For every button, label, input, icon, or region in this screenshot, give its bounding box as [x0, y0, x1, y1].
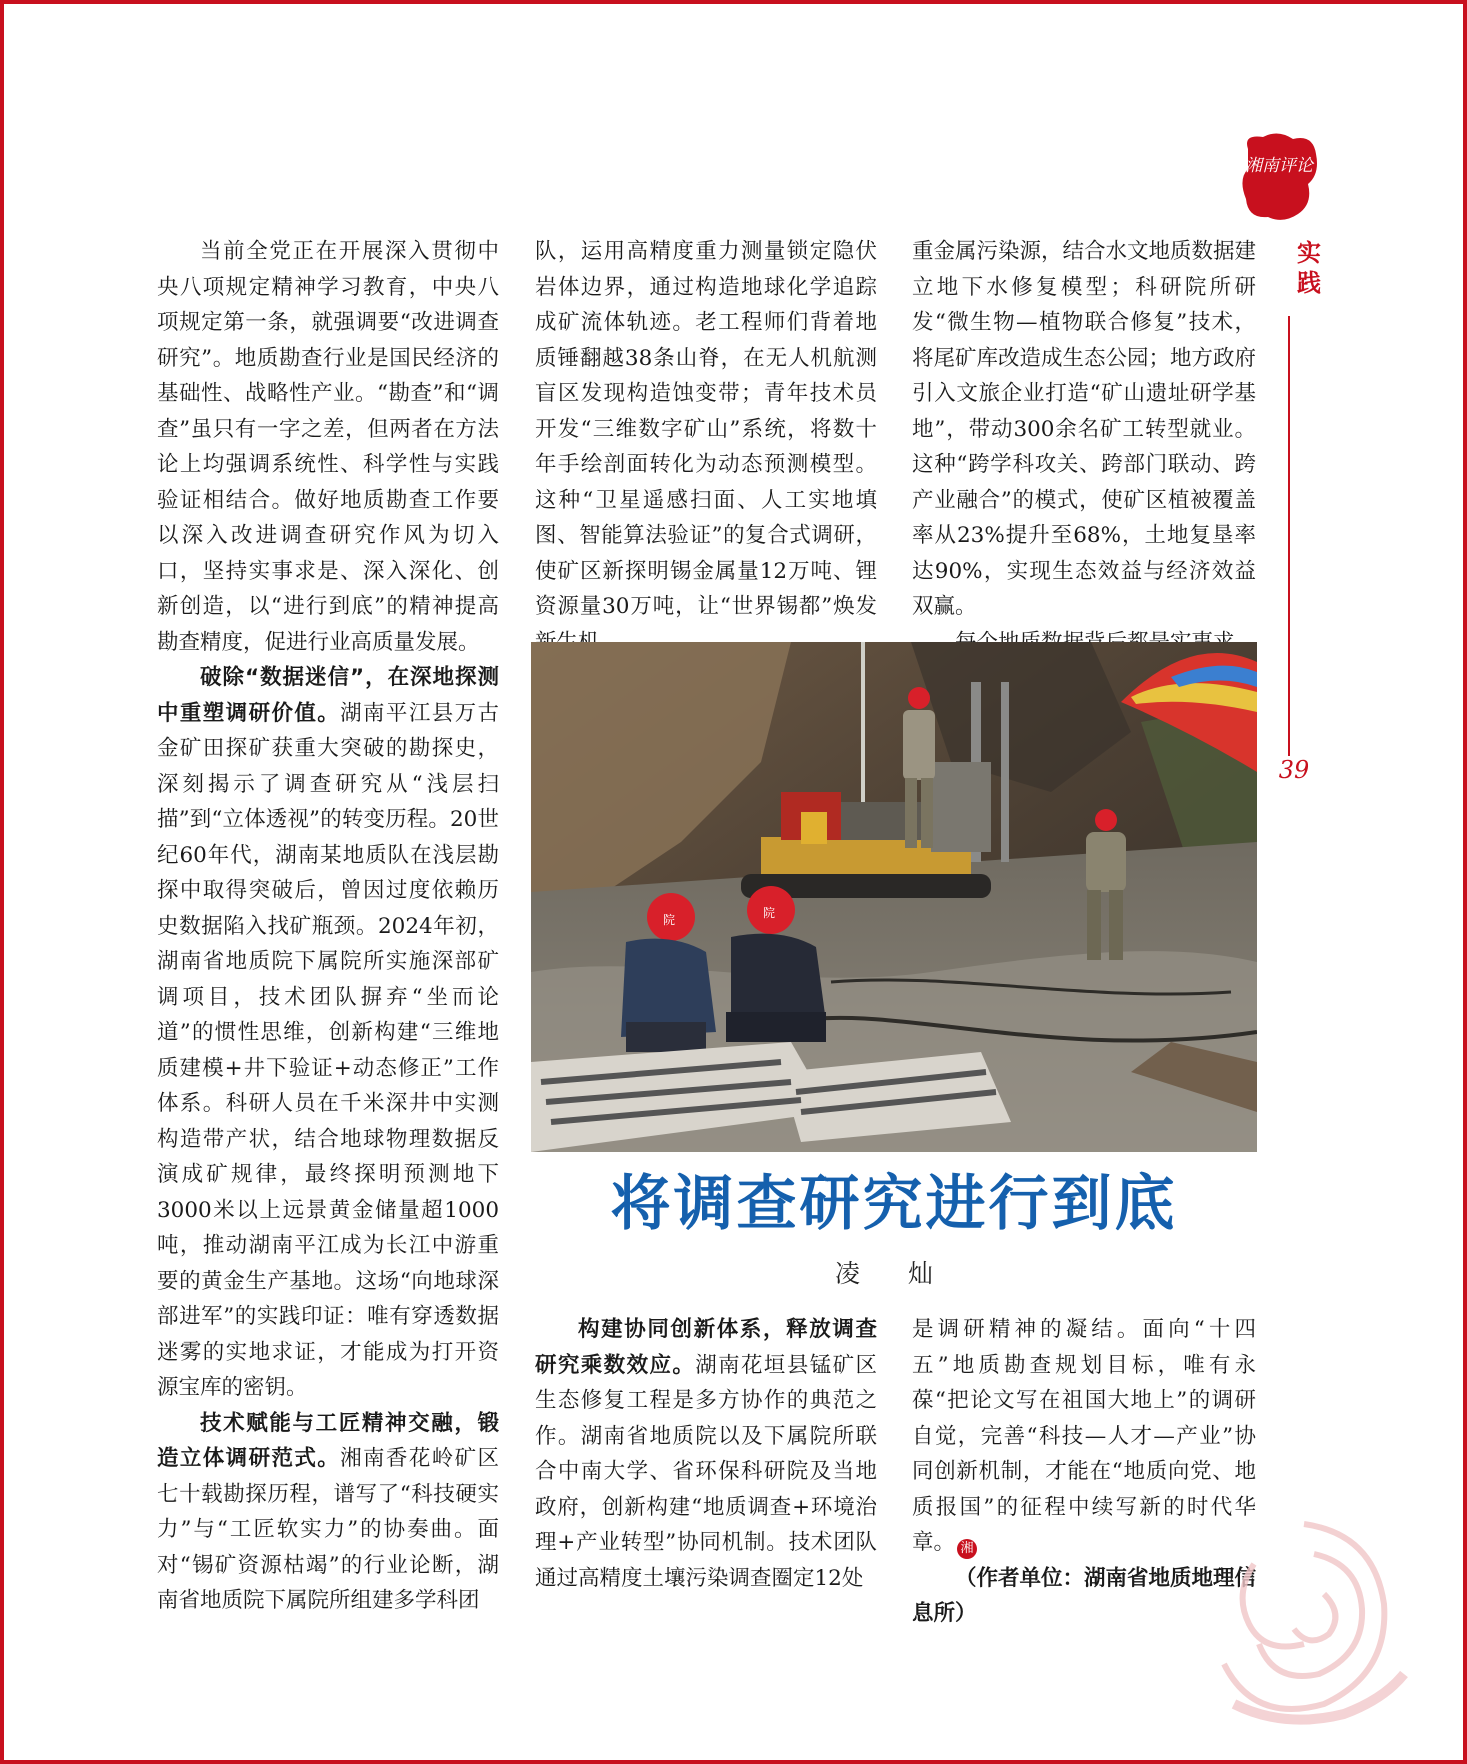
side-rule [1288, 316, 1290, 756]
end-mark-icon: 湘 [957, 1539, 977, 1559]
author-affiliation: （作者单位：湖南省地质地理信息所） [912, 1565, 1257, 1626]
logo-text: 湘南评论 [1245, 156, 1313, 176]
section-lead: 技术赋能与工匠精神交融，锻造立体调研范式。 [157, 1410, 499, 1471]
helmet-label: 院 [663, 913, 676, 927]
text-column-3 [912, 234, 1256, 660]
paragraph: 技术赋能与工匠精神交融，锻造立体调研范式。湘南香花岭矿区七十载勘探历程，谱写了“科技硬实力”与“工匠软实力”的协奏曲。面对“锡矿资源枯竭”的行业论断，湖南省地质院下属院所组建多学科团 [157, 1410, 499, 1613]
page-number: 39 [1278, 756, 1310, 784]
paragraph: 重金属污染源，结合水文地质数据建立地下水修复模型；科研院所研发“微生物—植物联合修复”技术，将尾矿库改造成生态公园；地方政府引入文旅企业打造“矿山遗址研学基地”，带动300余名矿工转型就业。这种“跨学科攻关、跨部门联动、跨产业融合”的模式，使矿区植被覆盖率从23%提升至68%，土地复垦率达90%，实现生态效益与经济效益双赢。 [912, 239, 1257, 619]
section-tag: 实践 [1297, 239, 1321, 297]
text-column-2 [535, 234, 877, 660]
author-name: 凌 灿 [835, 1259, 953, 1288]
paragraph: 队，运用高精度重力测量锁定隐伏岩体边界，通过构造地球化学追踪成矿流体轨迹。老工程师们背着地质锤翻越38条山脊，在无人机航测盲区发现构造蚀变带；青年技术员开发“三维数字矿山”系统，将数十年手绘剖面转化为动态预测模型。这种“卫星遥感扫面、人工实地填图、智能算法验证”的复合式调研，使矿区新探明锡金属量12万吨、锂资源量30万吨，让“世界锡都”焕发 [535, 239, 877, 619]
paragraph: 破除“数据迷信”，在深地探测中重塑调研价值。湖南平江县万古金矿田探矿获重大突破的勘探史，深刻揭示了调查研究从“浅层扫描”到“立体透视”的转变历程。20世纪60年代，湖南某地质队在浅层勘探中取得突破后，曾因过度依赖历史数据陷入找矿瓶颈。2024年初，湖南省地质院下属院所实施深部矿调项目，技术团队摒弃“坐而论道”的惯性思维，创新构建“三维地质建模+井下验证+动态修正”工作体系。科研人员在千米深井中实测构造带产状，结合地球物理数据反演成矿规律，最终探明预测地下3000米以上远景黄金储量超1000吨，推动湖南平江成为长江中游重要的黄金生产基地。这场“向地球深部进军”的实践印证：唯有穿透数据迷雾的实地求证，才能成为打开资源宝库的密钥。 [157, 665, 499, 1400]
drilling-site-illustration [531, 642, 1257, 1152]
article-title: 将调查研究进行到底 [610, 1169, 1178, 1239]
paragraph: 当前全党正在开展深入贯彻中央八项规定精神学习教育，中央八项规定第一条，就强调要“改进调查研究”。地质勘查行业是国民经济的基础性、战略性产业。“勘查”和“调查”虽只有一字之差，但两者在方法论上均强调系统性、科学性与实践验证相结合。做好地质勘查工作要以深入改进调查研究作风为切入口，坚持实事求是、深入深化、创新创造，以“进行到底”的精神提高勘查精度，促进行业高质量发展。 [157, 239, 499, 655]
text-column-1 [157, 234, 499, 1619]
paragraph: 是调研精神的凝结。面向“十四五”地质勘查规划目标，唯有永葆“把论文写在祖国大地上”的调研自觉，完善“科技—人才—产业”协同创新机制，才能在“地质向党、地质报国”的征程中续写新的时代华章。 湘 [912, 1312, 1256, 1561]
article-photo [531, 642, 1257, 1152]
decorative-phoenix-icon [1194, 1504, 1414, 1734]
magazine-logo-icon [1238, 129, 1320, 224]
section-lead: 构建协同创新体系，释放调查研究乘数效应。 [535, 1317, 877, 1378]
paragraph: 构建协同创新体系，释放调查研究乘数效应。湖南花垣县锰矿区生态修复工程是多方协作的典范之作。湖南省地质院以及下属院所联合中南大学、省环保科研院及当地政府，创新构建“地质调查+环境治理+产业转型”协同机制。技术团队通过高精度土壤污染调查圈定12处 [535, 1317, 877, 1591]
text-column-2-bottom [535, 1312, 877, 1596]
helmet-label: 院 [763, 906, 776, 920]
section-lead: 破除“数据迷信”，在深地探测中重塑调研价值。 [157, 665, 499, 726]
